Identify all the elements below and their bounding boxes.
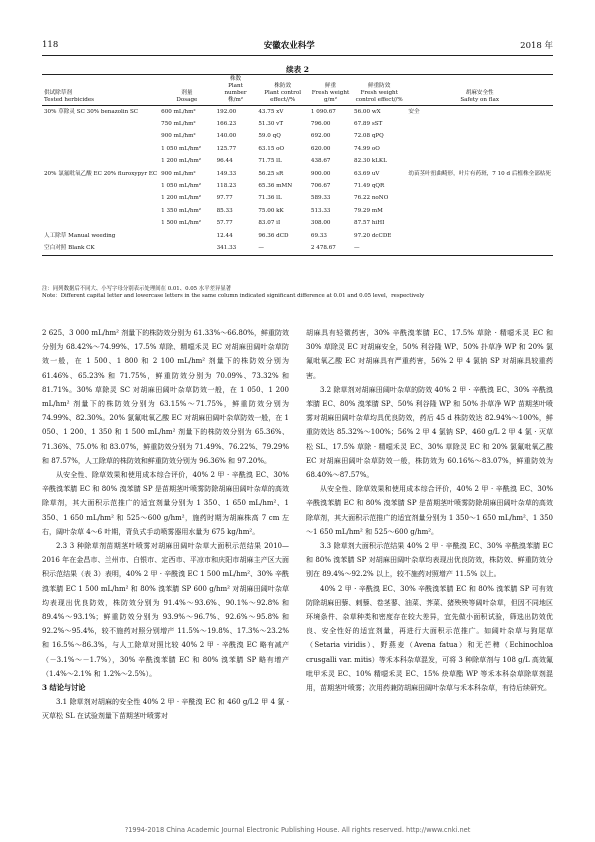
cell-herbicide [42, 118, 159, 130]
cell-herbicide [42, 193, 159, 205]
col-fresh: 鲜重 Fresh weight g/m² [309, 75, 352, 106]
header-rule [42, 55, 553, 56]
cell-herbicide: 人工除草 Manual weeding [44, 232, 116, 239]
cell-safety: 安全 [408, 108, 420, 115]
cell-fresh-effect: — [352, 242, 406, 255]
cell-dose: 1 350 mL/hm² [161, 207, 202, 214]
col-safety: 胡麻安全性 Safety on flax [406, 75, 553, 106]
cell-fresh-effect: 63.69 uV [354, 170, 380, 177]
table-body [42, 105, 553, 255]
table-row [42, 143, 553, 155]
cell-plants: 166.23 [216, 121, 237, 128]
cell-safety [406, 143, 553, 155]
cell-herbicide [42, 131, 159, 143]
cell-plants: 97.77 [216, 195, 233, 202]
cell-herbicide [42, 180, 159, 192]
body-paragraph: 40% 2 甲 · 辛酰溴 EC、30% 辛酰溴苯腈 EC 和 80% 溴苯腈 SP 可有效防除胡麻田藜、刺藜、卷茎蓼、油菜、荠菜、猪殃殃等阔叶杂草，但因不同地区环境条件、杂草种类和密度存在较大差异，宜先做小面积试验，筛选出防效优良、安全性好的适宜剂量，再进行大面积示范推广。如阔叶杂草与狗尾草（Setaria viridis）、野燕麦（Avena fatua）和无芒稗（Echinochloa crusgalli var. mitis）等禾本科杂草混发，可将 3 种除草剂与 108 g/L 高效氟吡甲禾灵 EC、10% 精噁禾灵 EC、15% 炔草酯 WP 等禾本科杂草除草剂混用，苗期茎叶喷雾；次用药兼防胡麻田阔叶杂草与禾本科杂草，有待后续研究。 [306, 584, 553, 693]
cell-safety [406, 131, 553, 143]
table-row [42, 118, 553, 130]
right-column [306, 326, 553, 695]
cell-plants: 192.00 [216, 108, 237, 115]
journal-year: 2018 年 [520, 41, 553, 51]
cell-fresh-weight: 69.33 [310, 232, 327, 239]
cell-herbicide [42, 217, 159, 229]
cell-fresh-effect: 87.57 hiHI [354, 220, 385, 227]
body-paragraph: 胡麻具有轻微药害，30% 辛酰溴苯腈 EC、17.5% 草除 · 精噁禾灵 EC 和 30% 草除灵 EC 对胡麻安全，50% 利谷隆 WP、50% 扑草净 WP 和 20% 氯氟吡氧乙酸 EC 对胡麻具有严重药害，56% 2 甲 4 氯钠 SP 对胡麻具较重药害。 [306, 329, 553, 380]
cell-plants: 140.00 [216, 133, 237, 140]
cell-herbicide: 30% 草除灵 SC 30% benazolin SC [44, 108, 139, 115]
cell-fresh-effect: 72.08 qPQ [354, 133, 384, 140]
page-footer: ?1994-2018 China Academic Journal Electronic Publishing House. All rights reserved. http://www.cnki.net [124, 826, 471, 834]
cell-herbicide: 20% 氯氟吡氧乙酸 EC 20% fluroxypyr EC [44, 170, 158, 177]
cell-plants: 12.44 [216, 232, 233, 239]
cell-fresh-effect: 97.20 dcCDE [354, 232, 392, 239]
cell-plant-effect: 43.75 xV [258, 108, 284, 115]
table-row [42, 105, 553, 118]
cell-plants: 118.23 [216, 182, 237, 189]
cell-safety [406, 180, 553, 192]
cell-plant-effect: 75.00 kK [258, 207, 284, 214]
cell-herbicide [42, 156, 159, 168]
cell-safety [406, 217, 553, 229]
body-paragraph: 3.2 除草剂对胡麻田阔叶杂草的防效 40% 2 甲 · 辛酰溴 EC、30% 辛酰溴苯腈 EC、80% 溴苯腈 SP、50% 利谷隆 WP 和 50% 扑草净 WP 苗期茎叶喷雾对胡麻田阔叶杂草均具优良防效，药后 45 d 株防效达 82.94%～100%，鲜重防效达 85.32%～100%；56% 2 甲 4 氯钠 SP、460 g/L 2 甲 4 氯 · 灭草松 SL、17.5% 草除 · 精噁禾灵 EC、30% 草除灵 EC 和 20% 氯氟吡氧乙酸 EC 对胡麻田阔叶杂草防效一般，株防效为 60.16%～83.07%，鲜重防效为 68.40%～87.57%。 [306, 385, 553, 480]
body-paragraph: 从安全性、除草效果和使用成本综合评价，40% 2 甲 · 辛酰溴 EC、30% 辛酰溴苯腈 EC 和 80% 溴苯腈 SP 是苗期茎叶喷雾防除胡麻田阔叶杂草的高效除草剂，其大面积示范推广的适宜剂量分别为 1 350、1 650 mL/hm²、1 350、1 650 mL/hm² 和 525～600 g/hm²，施药时期为胡麻株高 7 cm 左右，阔叶杂草 4～6 叶期，背负式手动喷雾器用水量为 675 kg/hm²。 [42, 471, 289, 536]
cell-fresh-effect: 74.99 oO [354, 145, 380, 152]
cell-plants: 341.33 [215, 242, 257, 255]
cell-plant-effect: 59.0 qQ [258, 133, 281, 140]
col-plant-effect: 株防效 Plant control effect//% [256, 75, 309, 106]
cell-fresh-weight: 706.67 [310, 182, 331, 189]
cell-plant-effect: 65.36 mMN [258, 182, 293, 189]
cell-dose: 600 mL/hm² [161, 108, 196, 115]
cell-plants: 85.33 [216, 207, 233, 214]
cell-dose: 1 500 mL/hm² [161, 220, 202, 227]
table-row [42, 193, 553, 205]
body-paragraph: 从安全性、除草效果和使用成本综合评价，40% 2 甲 · 辛酰溴 EC、30% 辛酰溴苯腈 EC 和 80% 溴苯腈 SP 是苗期茎叶喷雾防除胡麻田阔叶杂草的高效除草剂，其大面积示范推广的适宜剂量分别为 1 350～1 650 mL/hm²、1 350～1 650 mL/hm² 和 525～600 g/hm²。 [306, 485, 553, 536]
table-note [42, 286, 553, 301]
cell-dose [159, 230, 214, 242]
col-dose: 剂量 Dosage [159, 75, 214, 106]
cell-herbicide [42, 205, 159, 217]
table-row [42, 180, 553, 192]
cell-plants: 125.77 [216, 145, 237, 152]
body-paragraph: 3.1 除草剂对胡麻的安全性 40% 2 甲 · 辛酰溴 EC 和 460 g/L2 甲 4 氯 · 灭草松 SL 在试验剂量下苗期茎叶喷雾对 [42, 698, 289, 721]
results-table [42, 74, 553, 256]
body-paragraph: 2.3 3 种除草剂苗期茎叶喷雾对胡麻田阔叶杂草大面积示范结果 2010—2016 年在金昌市、兰州市、白银市、定西市、平凉市和庆阳市胡麻主产区大面积示范结果（表 3）表明，40% 2 甲 · 辛酰溴 EC 1 500 mL/hm²、30% 辛酰溴苯腈 EC 1 500 mL/hm² 和 80% 溴苯腈 SP 600 g/hm² 对胡麻田阔叶杂草均表现出优良防效，株防效分别为 91.4%～93.6%、90.1%～92.8% 和 89.4%～93.1%；鲜重防效分别为 93.9%～96.7%、92.6%～95.8% 和 92.2%～95.4%，较不施药对照分别增产 11.5%～19.8%、17.3%～23.2% 和 16.5%～86.3%，与人工除草对照比较 40% 2 甲 · 辛酰溴 EC 略有减产（－3.1%～－1.7%），30% 辛酰溴苯腈 EC 和 80% 溴苯腈 SP 略有增产（1.4%～2.1% 和 1.2%～2.5%）。 [42, 542, 289, 678]
cell-fresh-weight: 692.00 [310, 133, 331, 140]
cell-dose: 1 200 mL/hm² [161, 158, 202, 165]
cell-plant-effect: 51.30 vT [258, 121, 284, 128]
col-herbicide: 供试除草剂 Tested herbicides [42, 75, 159, 106]
cell-fresh-weight: 438.67 [310, 158, 331, 165]
cell-plants: 57.77 [216, 220, 233, 227]
cell-fresh-weight: 620.00 [310, 145, 331, 152]
cell-dose [159, 242, 214, 255]
cell-fresh-effect: 67.89 sST [354, 121, 383, 128]
cell-safety [406, 193, 553, 205]
cell-fresh-weight: 308.00 [310, 220, 331, 227]
cell-fresh-weight: 2 478.67 [309, 242, 352, 255]
cell-herbicide [42, 143, 159, 155]
table-row [42, 205, 553, 217]
cell-fresh-weight: 1 090.67 [310, 108, 336, 115]
cell-plant-effect: 96.36 dCD [258, 232, 289, 239]
table-note-en: Note：Different capital letter and lowercase letters in the same column indicated significant difference at 0.01 and 0.05 level，respectively [42, 293, 425, 300]
cell-fresh-effect: 82.30 kLKL [354, 158, 387, 165]
cell-fresh-effect: 76.22 noNO [354, 195, 389, 202]
table-row [42, 242, 553, 255]
cell-plants: 149.33 [216, 170, 237, 177]
cell-plant-effect: 71.75 lL [258, 158, 282, 165]
cell-fresh-weight: 513.33 [310, 207, 331, 214]
body-paragraph: 3.3 除草剂大面积示范结果 40% 2 甲 · 辛酰溴 EC、30% 辛酰溴苯腈 EC 和 80% 溴苯腈 SP 对胡麻田阔叶杂草均表现出优良防效，株防效、鲜重防效分别在 89.4%～92.2% 以上，较不施药对照增产 11.5% 以上。 [306, 542, 553, 579]
cell-safety [406, 230, 553, 242]
cell-safety [406, 118, 553, 130]
section-heading: 3 结论与讨论 [42, 683, 86, 693]
cell-safety: 幼苗茎叶扭曲畸形，叶片有药斑，7 10 d 后植株全部枯死 [408, 170, 551, 177]
cell-plant-effect: 71.36 lL [258, 195, 282, 202]
cell-fresh-weight: 589.33 [310, 195, 331, 202]
cell-dose: 900 mL/hm² [161, 133, 196, 140]
cell-plants: 96.44 [216, 158, 233, 165]
table-row [42, 230, 553, 242]
page-header [42, 38, 553, 52]
col-plants: 株数 Plant number 株/m² [215, 75, 257, 106]
left-column [42, 326, 289, 724]
journal-name: 安徽农业科学 [263, 41, 315, 51]
cell-herbicide: 空白对照 Blank CK [42, 242, 159, 255]
page-number: 118 [42, 40, 59, 50]
cell-fresh-weight: 900.00 [310, 170, 331, 177]
cell-dose: 750 mL/hm² [161, 121, 196, 128]
cell-dose: 1 200 mL/hm² [161, 195, 202, 202]
cell-dose: 1 050 mL/hm² [161, 145, 202, 152]
cell-plant-effect: 56.25 sR [258, 170, 284, 177]
cell-fresh-weight: 796.00 [310, 121, 331, 128]
cell-dose: 900 mL/hm² [161, 170, 196, 177]
cell-fresh-effect: 79.29 mM [354, 207, 383, 214]
col-fresh-effect: 鲜重防效 Fresh weight control effect//% [352, 75, 406, 106]
table-row [42, 217, 553, 229]
table-note-cn: 注：同列数据后不同大、小写字母分别表示处理间在 0.01、0.05 水平差异显著 [42, 286, 232, 292]
table-row [42, 156, 553, 168]
body-paragraph: 2 625、3 000 mL/hm² 剂量下的株防效分别为 61.33%～66.80%，鲜重防效分别为 68.42%～74.99%、17.5% 草除、精噁禾灵 EC 对胡麻田阔叶杂草防效一般，在 1 500、1 800 和 2 100 mL/hm² 剂量下的株防效分别为 61.46%、65.23% 和 71.75%，鲜重防效分别为 70.09%、73.32% 和 81.71%。30% 草除灵 SC 对胡麻田阔叶杂草防效一般，在 1 050、1 200 mL/hm² 剂量下的株防效分别为 63.15%～71.75%，鲜重防效分别为 74.99%、82.30%。20% 氯氟吡氧乙酸 EC 对胡麻田阔叶杂草防效一般，在 1 050、1 200、1 350 和 1 500 mL/hm² 剂量下的株防效分别为 65.36%、71.36%、75.0% 和 83.07%，鲜重防效分别为 71.49%、76.22%、79.29% 和 87.57%，人工除草的株防效和鲜重防效分别为 96.36% 和 97.20%。 [42, 329, 289, 465]
cell-safety [406, 156, 553, 168]
cell-plant-effect: — [256, 242, 309, 255]
cell-fresh-effect: 56.00 wX [354, 108, 381, 115]
table-row [42, 131, 553, 143]
cell-safety [406, 242, 553, 255]
cell-safety [406, 205, 553, 217]
table-row [42, 168, 553, 180]
cell-fresh-effect: 71.49 qQR [354, 182, 385, 189]
table-caption: 续表 2 [286, 65, 309, 74]
cell-plant-effect: 63.15 oO [258, 145, 285, 152]
cell-plant-effect: 83.07 iI [258, 220, 281, 227]
table-header-row [42, 75, 553, 106]
cell-dose: 1 050 mL/hm² [161, 182, 202, 189]
